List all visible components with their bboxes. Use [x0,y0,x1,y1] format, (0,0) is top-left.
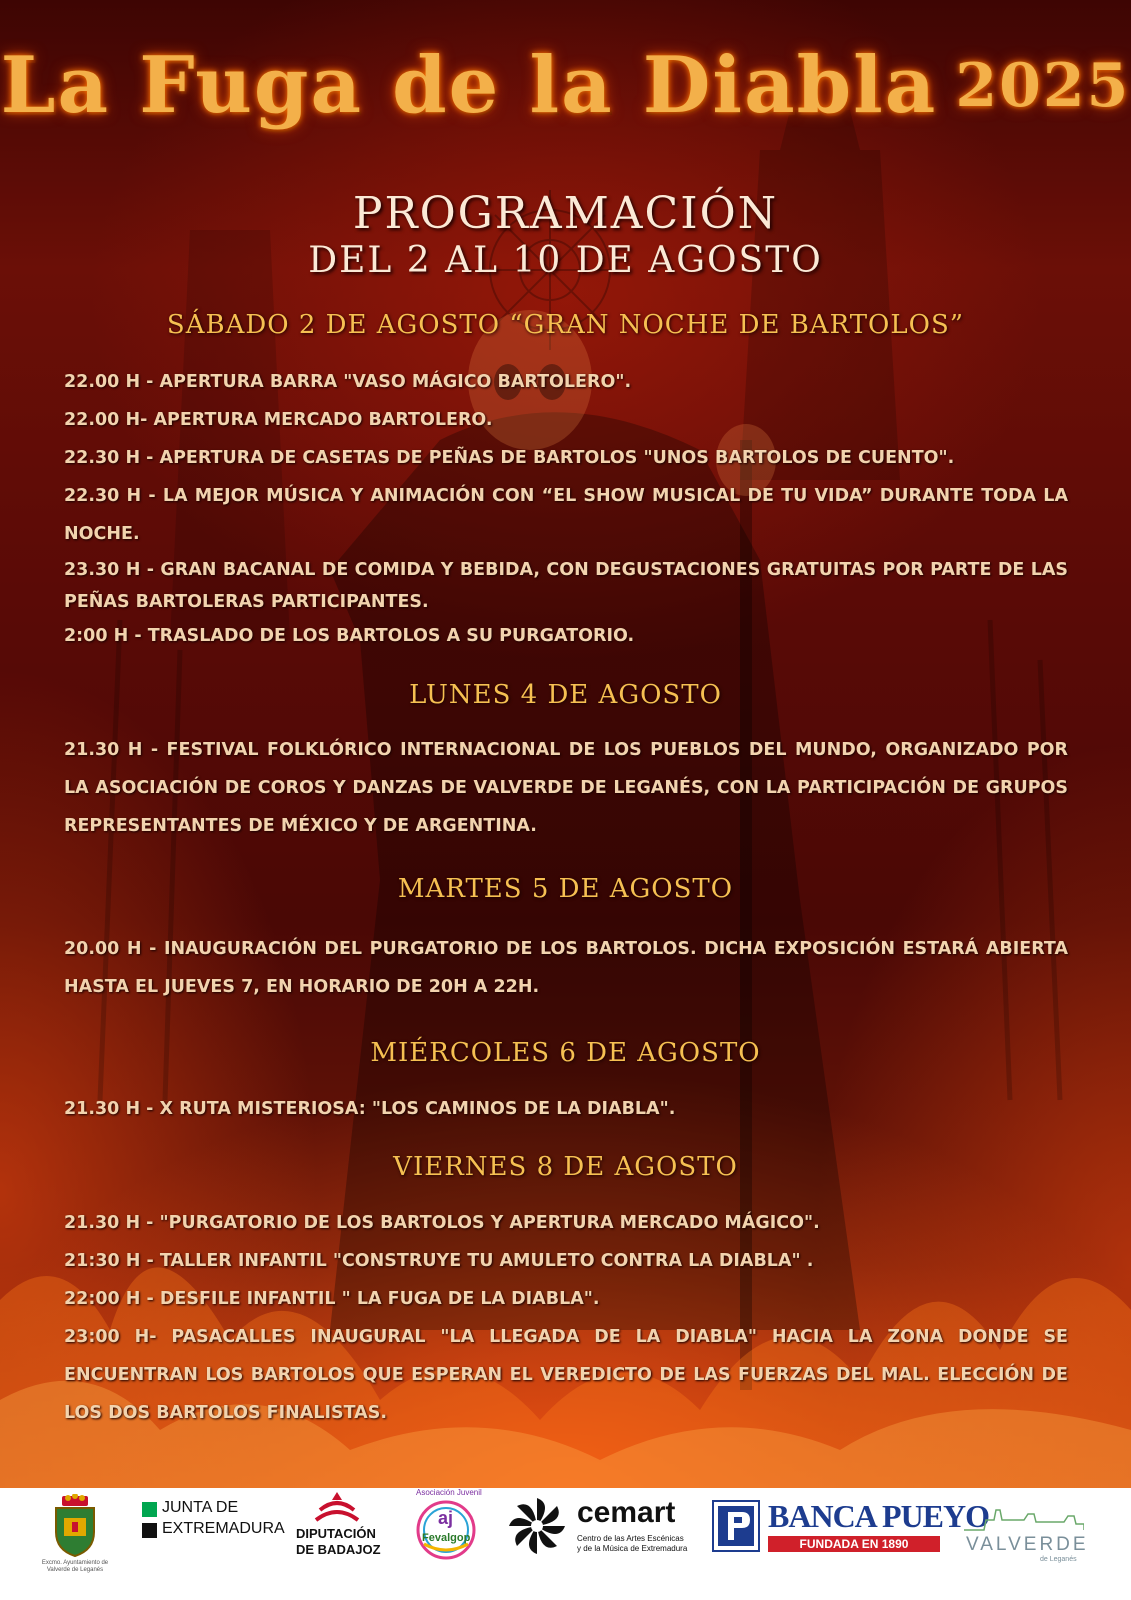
black-square-icon [142,1523,157,1538]
junta-extremadura-logo [140,1488,285,1600]
banca-pueyo-logo [712,1488,990,1600]
title-text: La Fuga de la Diabla [0,40,938,131]
event-line: 21.30 H - FESTIVAL FOLKLÓRICO INTERNACIONAL DE LOS PUEBLOS DEL MUNDO, ORGANIZADO POR LA ASOCIACIÓN DE COROS Y DANZAS DE VALVERDE DE LEGANÉS, CON LA PARTICIPACIÓN DE GRUPOS REPRESENTANTES DE MÉXICO Y DE ARGENTINA. [64,740,1068,836]
event-line: 22.30 H - LA MEJOR MÚSICA Y ANIMACIÓN CON “EL SHOW MUSICAL DE TU VIDA” DURANTE TODA LA NOCHE. [64,486,1068,544]
event-line: 2:00 H - TRASLADO DE LOS BARTOLOS A SU PURGATORIO. [64,626,635,646]
title-year: 2025 [955,51,1131,121]
cemart-name: cemart [577,1496,676,1529]
date-range: DEL 2 AL 10 DE AGOSTO [308,240,823,281]
event-line: 22.00 H - APERTURA BARRA "VASO MÁGICO BARTOLERO". [64,372,632,392]
cemart-subtitle-2: y de la Música de Extremadura [577,1544,688,1553]
coat-of-arms-icon [50,1494,100,1558]
ayuntamiento-caption: Excmo. Ayuntamiento de Valverde de Leganés [41,1560,109,1573]
programming-heading: PROGRAMACIÓN [352,188,779,239]
cemart-logo [505,1488,688,1600]
junta-line-2: EXTREMADURA [162,1520,285,1537]
banca-pueyo-name: BANCA PUEYO [768,1498,990,1534]
fevalgop-top-text: Asociación Juvenil [416,1488,482,1497]
valverde-skyline-icon [964,1502,1084,1532]
diputacion-line-1: DIPUTACIÓN [296,1526,376,1541]
event-line: 23:00 H- PASACALLES INAUGURAL "LA LLEGADA DE LA DIABLA" HACIA LA ZONA DONDE SE ENCUENTRAN LOS BARTOLOS QUE ESPERAN EL VEREDICTO DE LAS FUERZAS DEL MAL. ELECCIÓN DE LOS DOS BARTOLOS FINALISTAS. [64,1327,1068,1423]
day-heading-monday: LUNES 4 DE AGOSTO [409,680,722,710]
day-heading-friday: VIERNES 8 DE AGOSTO [393,1152,738,1182]
event-line: 22:00 H - DESFILE INFANTIL " LA FUGA DE LA DIABLA". [64,1289,600,1309]
day-heading-wednesday: MIÉRCOLES 6 DE AGOSTO [370,1038,761,1068]
event-line: 23.30 H - GRAN BACANAL DE COMIDA Y BEBIDA, CON DEGUSTACIONES GRATUITAS POR PARTE DE LAS PEÑAS BARTOLERAS PARTICIPANTES. [64,560,1068,612]
green-square-icon [142,1502,157,1517]
event-line: 20.00 H - INAUGURACIÓN DEL PURGATORIO DE LOS BARTOLOS. DICHA EXPOSICIÓN ESTARÁ ABIERTA HASTA EL JUEVES 7, EN HORARIO DE 20H A 22H. [64,939,1068,997]
event-line: 21.30 H - X RUTA MISTERIOSA: "LOS CAMINOS DE LA DIABLA". [64,1099,676,1119]
sponsor-footer [0,1488,1131,1600]
event-line: 21:30 H - TALLER INFANTIL "CONSTRUYE TU AMULETO CONTRA LA DIABLA" . [64,1251,814,1271]
diputacion-emblem-icon [314,1490,360,1524]
junta-line-1: JUNTA DE [162,1499,239,1516]
cemart-subtitle-1: Centro de las Artes Escénicas [577,1534,684,1543]
event-line: 22.30 H - APERTURA DE CASETAS DE PEÑAS DE BARTOLOS "UNOS BARTOLOS DE CUENTO". [64,448,955,468]
banca-pueyo-founded: FUNDADA EN 1890 [768,1536,940,1552]
day-heading-tuesday: MARTES 5 DE AGOSTO [397,874,734,904]
day-heading-saturday: SÁBADO 2 DE AGOSTO “GRAN NOCHE DE BARTOLOS” [166,310,965,340]
banca-pueyo-emblem-icon [712,1500,760,1552]
valverde-name: VALVERDE [966,1534,1089,1555]
valverde-subtitle: de Leganés [1040,1556,1077,1563]
event-line: 22.00 H- APERTURA MERCADO BARTOLERO. [64,410,493,430]
valverde-logo [960,1488,1090,1600]
cemart-pinwheel-icon [505,1494,569,1558]
diputacion-logo [292,1488,384,1600]
event-line: 21.30 H - "PURGATORIO DE LOS BARTOLOS Y APERTURA MERCADO MÁGICO". [64,1213,820,1233]
poster-title [0,40,1131,131]
fevalgop-logo [410,1488,490,1600]
diputacion-line-2: DE BADAJOZ [296,1542,381,1557]
fevalgop-mark: aj [438,1508,454,1528]
ayuntamiento-logo [40,1488,110,1600]
fevalgop-name: Fevalgop [422,1532,471,1544]
